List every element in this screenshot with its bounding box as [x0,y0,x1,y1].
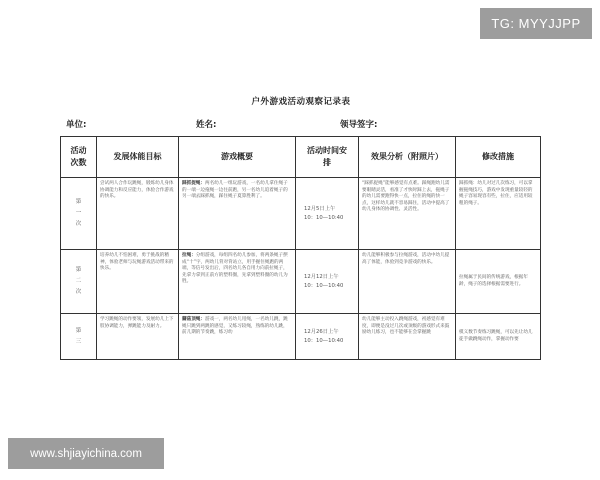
time-cell: 12月5日上午 10：10—10:40 [296,178,359,250]
header-effect: 效果分析（附照片） [359,137,456,178]
watermark-site-url: www.shjiayichina.com [8,438,164,469]
header-fields [60,118,542,132]
table-row [61,250,541,314]
header-time: 活动时间安 排 [296,137,359,178]
table-row [61,314,541,360]
round-cell: 第 二 次 [61,250,97,314]
time-cell: 12月12日上午 10：10—10:40 [296,250,359,314]
summary-lead: 蘑菇顶绳： [182,317,205,322]
time-cell: 12月26日上午 10：10—10:40 [296,314,359,360]
action-cell: 拉绳属于民间的传统游戏，根据年龄，绳子的选择根据需要进行。 [456,250,541,314]
goal-cell: 学习跳绳的动作要领，发展幼儿上下肢协调能力，弹跳能力及耐力。 [97,314,179,360]
summary-cell [179,314,296,360]
round-cell: 第 一 次 [61,178,97,250]
action-cell: 踩抓绳：幼儿对过几次练习，可以掌握拖绳技巧，游戏中发现重量较轻的绳子容易现容有些，拉住，应适用较粗的绳子。 [456,178,541,250]
summary-text: 分组游戏，每组四名幼儿参加，将两条绳子摆成“十”字，两幼儿背对背站立，用手握住绳跑的两端，等信号发出后，四名幼儿各自用力向前拉绳子，先拿力拿到正前方的塑料圈，先拿到塑料圈的幼儿为胜。 [182,253,288,285]
header-goal: 发展体能目标 [97,137,179,178]
summary-text: 两名幼儿一组玩游戏，一名幼儿拿住绳子的一端一边拖绳一边往前跑，另一名幼儿追着绳子的另一端去踩抓绳，踩住绳子夏算胜利了。 [182,181,288,200]
watermark-tg: TG: MYYJJPP [480,8,592,39]
header-round: 活动 次数 [61,137,97,178]
header-action: 修改措施 [456,137,541,178]
record-table [60,136,541,360]
summary-cell [179,178,296,250]
summary-text: 游戏一，两名幼儿甩绳，一名幼儿跳，跳绳只跳到两跳的感觉，又练习较绳，熟练的幼儿跳，前儿期的节奏跳，练习幼 [182,317,288,336]
round-cell: 第 三 [61,314,97,360]
effect-cell: 幼儿能够积极参与拉绳游戏，活动中幼儿提高了体能，体验到竞争游戏的快乐。 [359,250,456,314]
summary-lead: 踩抓捉绳： [182,181,205,186]
goal-cell: 尝试两人合作玩跳绳，锻炼幼儿身体协调能力和反应能力，体验合作游戏的快乐。 [97,178,179,250]
name-label: 姓名: [196,120,217,130]
summary-lead: 拉绳： [182,253,196,258]
action-cell: 模义数节奏练习跳绳，可以先让幼儿徒手做跳绳动作，掌握动作要 [456,314,541,360]
effect-cell: 幼儿能够主动投入跳绳游戏，初感觉有难度，即便是没过几次或顶级的游戏形式来鼓励幼儿练习，也不能够在会掌握跳 [359,314,456,360]
table-header-row [61,137,541,178]
observation-record-document [60,95,542,360]
leader-signature-label: 领导签字: [340,120,378,130]
effect-cell: “踩抓捉绳”能够感觉有点难。踩绳跑幼儿需要眼睛灵活，看准了才快时踩上去，拖绳子的幼儿需要跑得快一点，拉住的绳的快一点，这样幼儿就不容易踩住，活动中提高了幼儿身体的协调性、灵活性。 [359,178,456,250]
summary-cell [179,250,296,314]
table-row [61,178,541,250]
unit-label: 单位: [66,120,87,130]
goal-cell: 培养幼儿不怕困难，勇于挑战的精神，体验老师与玩绳游戏活动带来的快乐。 [97,250,179,314]
header-summary: 游戏概要 [179,137,296,178]
document-title: 户外游戏活动观察记录表 [251,97,351,107]
